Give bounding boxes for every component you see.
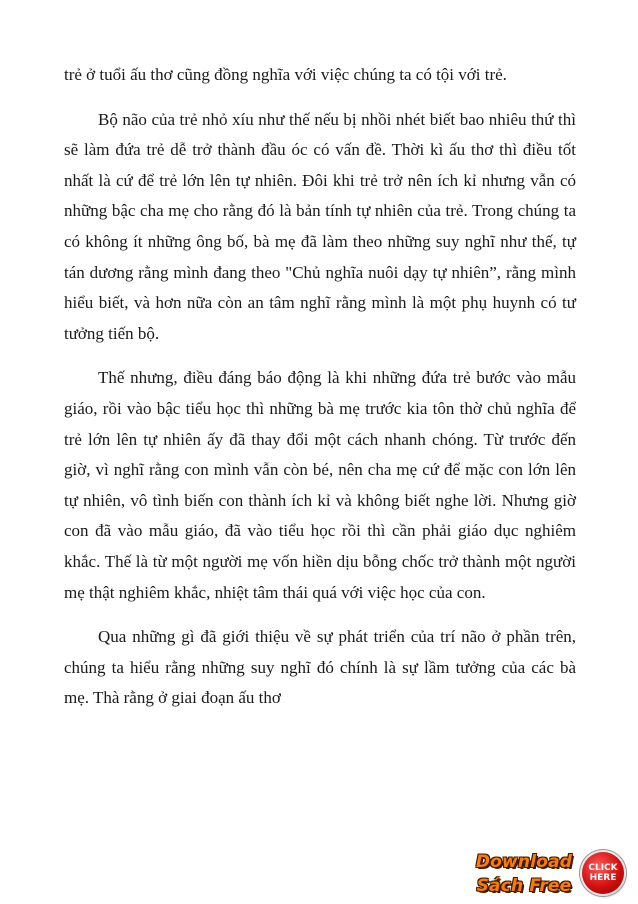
paragraph-kindergarten-change: Thế nhưng, điều đáng báo động là khi những đứa trẻ bước vào mẫu giáo, rồi vào bậc tiểu học thì những bà mẹ trước kia tôn thờ chủ nghĩa để trẻ lớn lên tự nhiên ấy đã thay đổi một cách nhanh chóng. Từ trước đến giờ, vì nghĩ rằng con mình vẫn còn bé, nên cha mẹ cứ để mặc con lớn lên tự nhiên, vô tình biến con thành ích kỉ và không biết nghe lời. Nhưng giờ con đã vào mẫu giáo, đã vào tiểu học rồi thì cần phải giáo dục nghiêm khắc. Thế là từ một người mẹ vốn hiền dịu bỗng chốc trở thành một người mẹ thật nghiêm khắc, nhiệt tâm thái quá với việc học của con. [64,368,576,602]
paragraph-continuation: trẻ ở tuổi ấu thơ cũng đồng nghĩa với việc chúng ta có tội với trẻ. [64,65,507,84]
paragraph-brain-overload: Bộ não của trẻ nhỏ xíu như thế nếu bị nhồi nhét biết bao nhiêu thứ thì sẽ làm đứa trẻ dễ trở thành đầu óc có vấn đề. Thời kì ấu thơ thì điều tốt nhất là cứ để trẻ lớn lên tự nhiên. Đôi khi trẻ trở nên ích kỉ nhưng vẫn có những bậc cha mẹ cho rằng đó là bản tính tự nhiên của trẻ. Trong chúng ta có không ít những ông bố, bà mẹ đã làm theo những suy nghĩ như thế, tự tán dương rằng mình đang theo "Chủ nghĩa nuôi dạy tự nhiên”, rằng mình hiểu biết, và hơn nữa còn an tâm nghĩ rằng mình là một phụ huynh có tư tưởng tiến bộ. [64,109,576,343]
badge-download-text: Download [475,852,573,872]
paragraph-misconception: Qua những gì đã giới thiệu về sự phát triển của trí não ở phần trên, chúng ta hiểu rằng những suy nghĩ đó chính là sự lầm tưởng của các bà mẹ. Thà rằng ở giai đoạn ấu thơ [64,627,576,708]
click-here-button[interactable] [582,852,624,894]
badge-free-book-text: Sách Free [476,876,572,896]
here-label: HERE [589,873,617,883]
click-label: CLICK [588,863,618,873]
page-body [64,60,576,714]
download-free-book-badge[interactable] [470,848,628,902]
